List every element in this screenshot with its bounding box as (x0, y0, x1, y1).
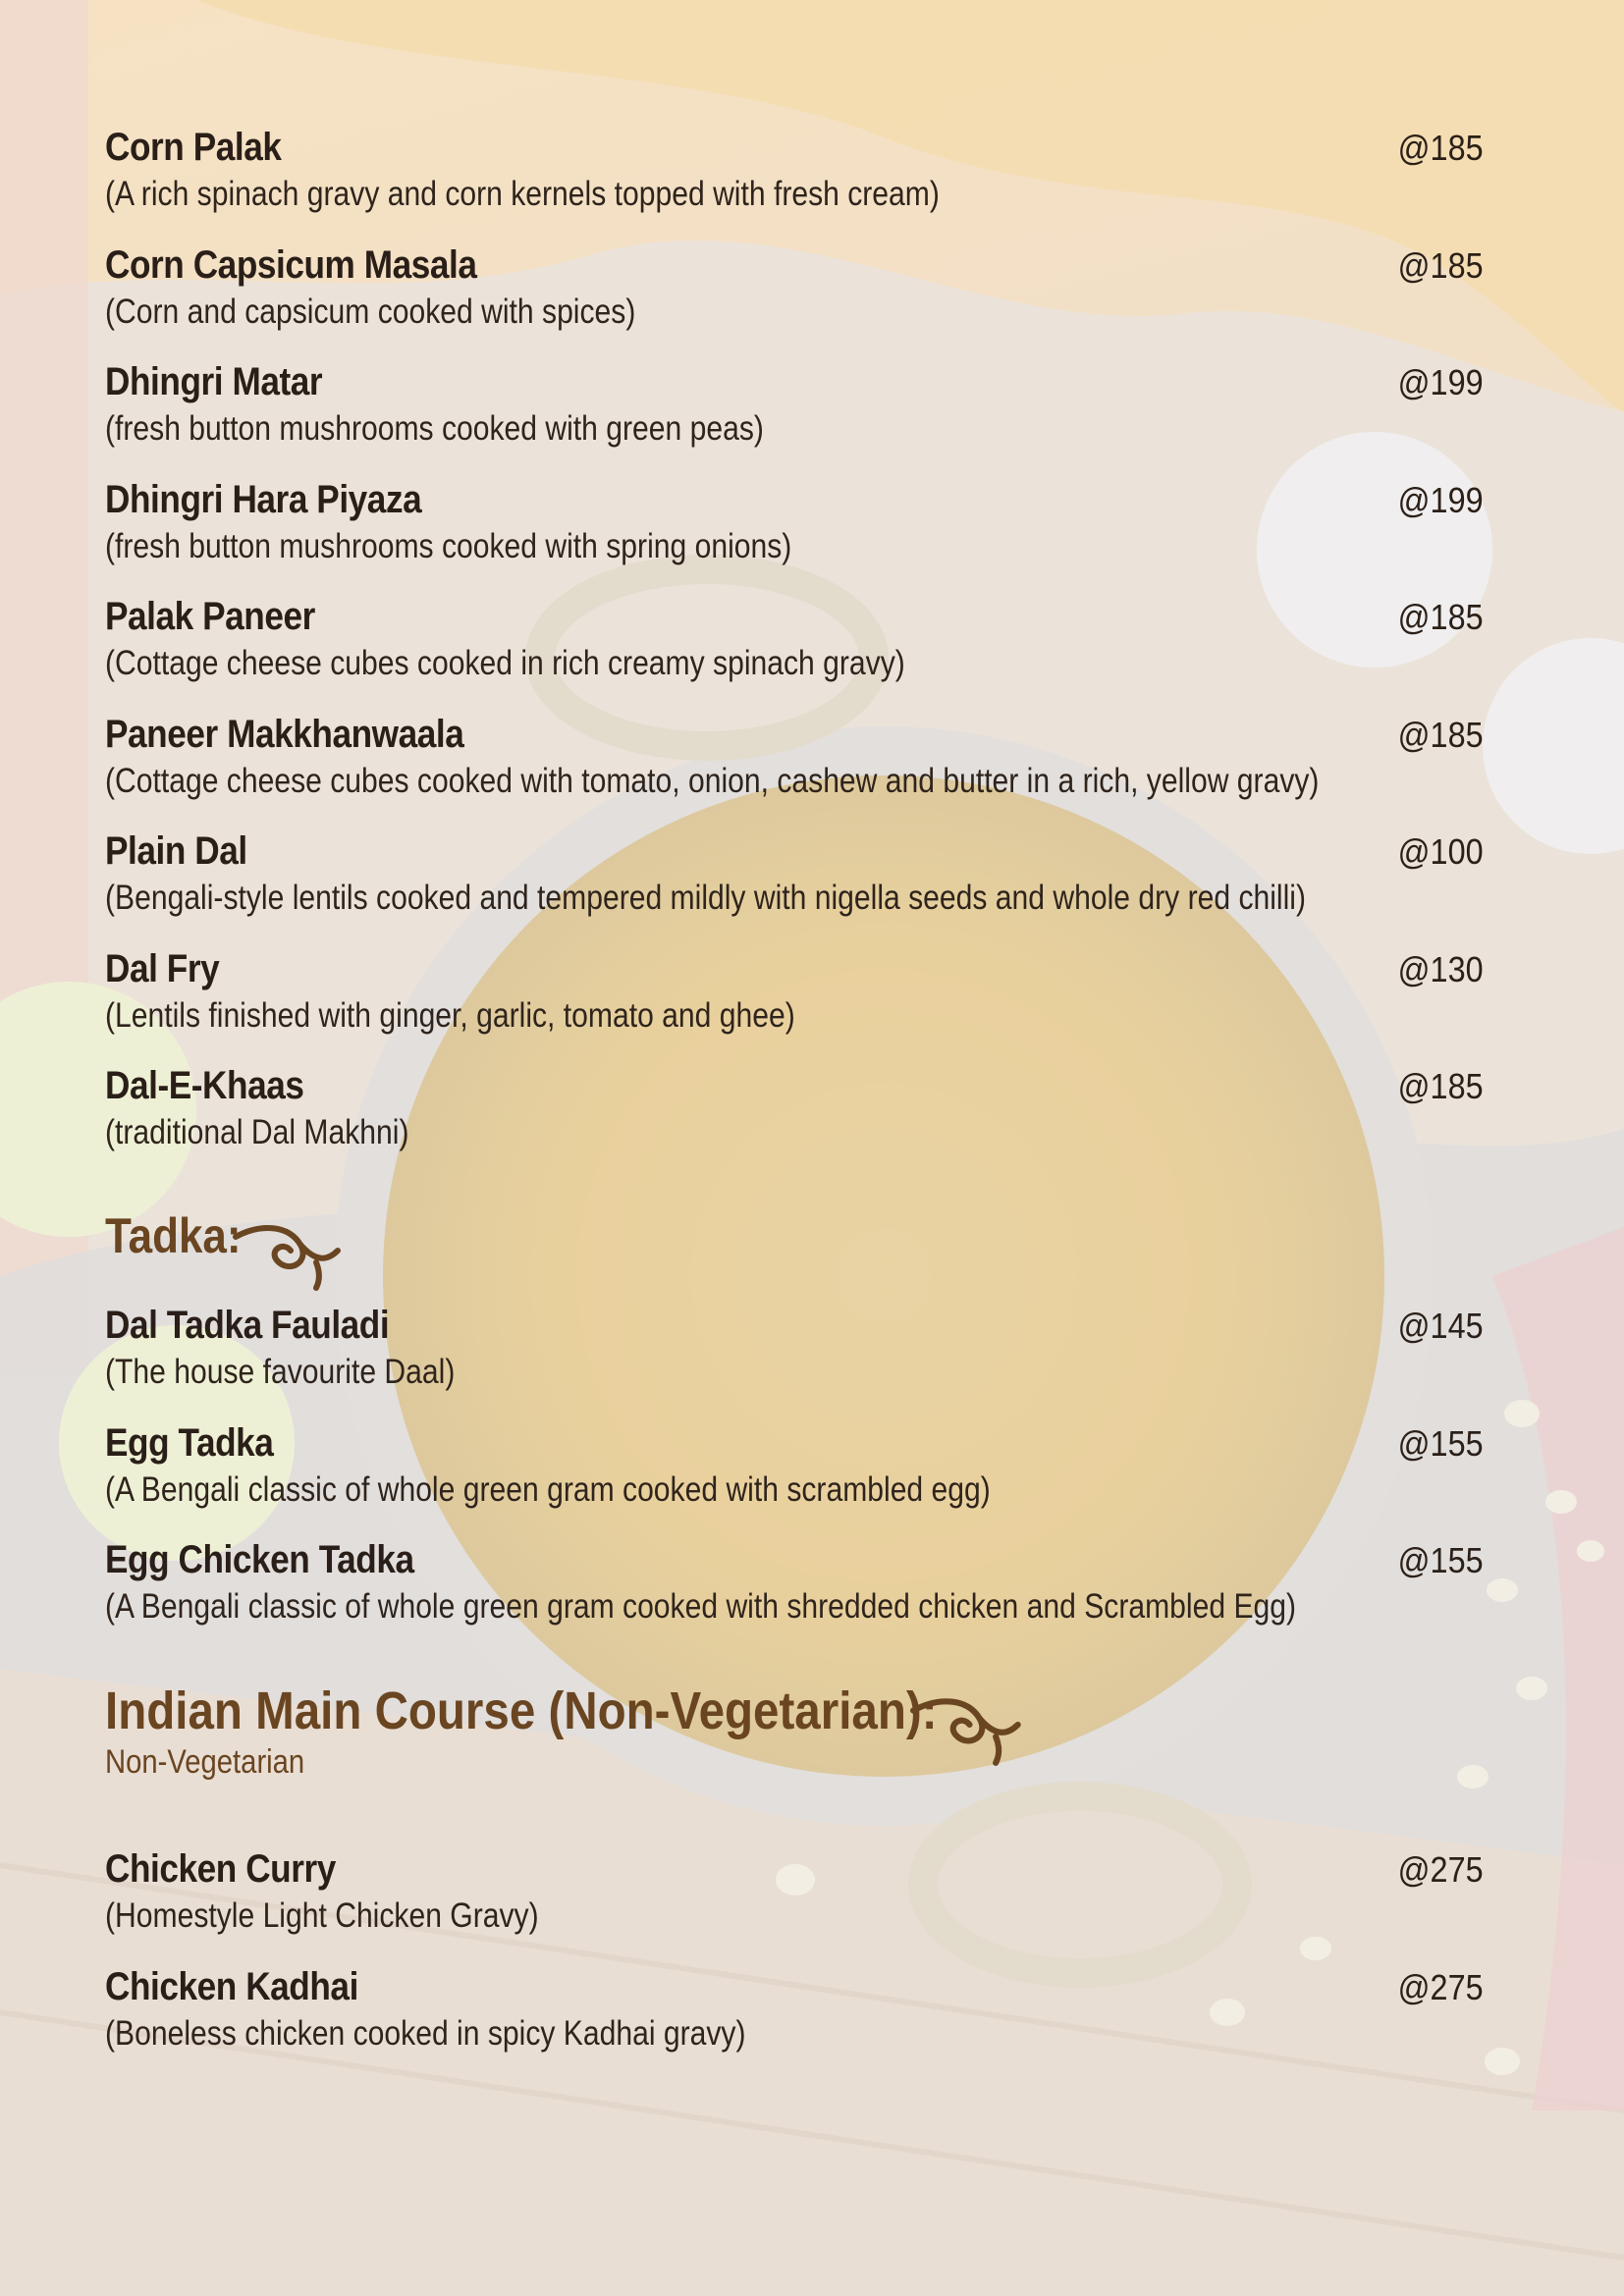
menu-item-name: Egg Chicken Tadka (105, 1538, 414, 1581)
menu-item-name: Dhingri Hara Piyaza (105, 477, 422, 521)
menu-item-price: @100 (1398, 831, 1484, 872)
menu-item-description: (Boneless chicken cooked in spicy Kadhai gravy) (105, 2013, 746, 2053)
menu-item (105, 829, 1484, 917)
nonveg-heading (105, 1681, 938, 1741)
menu-item-description: (The house favourite Daal) (105, 1353, 456, 1391)
menu-item-price: @199 (1398, 479, 1484, 520)
tadka-title: Tadka: (105, 1208, 242, 1263)
menu-item-row (105, 1304, 1484, 1391)
menu-item-price: @185 (1398, 714, 1484, 755)
menu-item-price: @145 (1398, 1306, 1484, 1346)
menu-item (105, 477, 1484, 565)
menu-item-row (105, 1847, 1484, 1935)
menu-item-row (105, 712, 1484, 800)
menu-item-row (105, 477, 1484, 565)
menu-item-price: @275 (1398, 1966, 1484, 2007)
menu-item-price: @130 (1398, 948, 1484, 989)
menu-item (105, 712, 1484, 800)
menu-item-description: (Bengali-style lentils cooked and tempered mildly with nigella seeds and whole dry red chilli) (105, 879, 1307, 917)
menu-item-description: (A rich spinach gravy and corn kernels topped with fresh cream) (105, 175, 940, 213)
menu-item-row (105, 242, 1484, 331)
nonveg-title: Indian Main Course (Non-Vegetarian): (105, 1682, 938, 1740)
menu-item-name: Egg Tadka (105, 1420, 274, 1465)
menu-item (105, 1964, 1484, 2053)
menu-item-name: Chicken Curry (105, 1847, 336, 1891)
menu-item-name: Dal-E-Khaas (105, 1064, 304, 1107)
nonveg-subtitle: Non-Vegetarian (105, 1743, 305, 1781)
menu-item-name: Chicken Kadhai (105, 1964, 358, 2008)
menu-item-price: @199 (1398, 362, 1484, 402)
menu-item-row (105, 595, 1484, 682)
menu-item-row (105, 1420, 1484, 1509)
menu-item-price: @185 (1398, 244, 1484, 286)
menu-item-name: Dhingri Matar (105, 360, 323, 403)
menu-item-description: (fresh button mushrooms cooked with green peas) (105, 409, 764, 448)
menu-item-name: Dal Fry (105, 946, 220, 990)
menu-item (105, 1538, 1484, 1626)
menu-item-price: @185 (1398, 128, 1484, 168)
menu-item-row (105, 360, 1484, 448)
menu-item (105, 360, 1484, 448)
menu-item (105, 242, 1484, 331)
menu-item (105, 946, 1484, 1035)
menu-item-row (105, 1538, 1484, 1626)
menu-item-name: Plain Dal (105, 829, 247, 873)
menu-item (105, 595, 1484, 682)
menu-item (105, 1064, 1484, 1151)
menu-item-price: @185 (1398, 1066, 1484, 1106)
menu-item-name: Corn Capsicum Masala (105, 242, 477, 287)
menu-item-price: @275 (1398, 1849, 1484, 1890)
menu-item-name: Dal Tadka Fauladi (105, 1304, 390, 1347)
menu-item-row (105, 1964, 1484, 2053)
menu-item-name: Palak Paneer (105, 595, 315, 638)
menu-item-description: (A Bengali classic of whole green gram cooked with scrambled egg) (105, 1469, 991, 1509)
menu-item-name: Corn Palak (105, 126, 282, 169)
menu-item-row (105, 126, 1484, 213)
menu-item-price: @185 (1398, 597, 1484, 637)
flourish-swirl-icon (232, 1215, 350, 1294)
menu-item-description: (Cottage cheese cubes cooked in rich creamy spinach gravy) (105, 644, 905, 682)
menu-item (105, 1304, 1484, 1391)
menu-item-price: @155 (1398, 1422, 1484, 1464)
menu-item-description: (Cottage cheese cubes cooked with tomato, onion, cashew and butter in a rich, yellow gravy) (105, 761, 1320, 800)
flourish-swirl-icon (908, 1688, 1031, 1769)
menu-item-row (105, 946, 1484, 1035)
menu-item-row (105, 829, 1484, 917)
menu-item (105, 1420, 1484, 1509)
menu-item-description: (Homestyle Light Chicken Gravy) (105, 1896, 539, 1935)
menu-item-row (105, 1064, 1484, 1151)
menu-item-description: (A Bengali classic of whole green gram cooked with shredded chicken and Scrambled Egg) (105, 1587, 1297, 1626)
menu-item (105, 1847, 1484, 1935)
menu-item-description: (traditional Dal Makhni) (105, 1113, 409, 1151)
menu-item-name: Paneer Makkhanwaala (105, 712, 464, 756)
menu-item-description: (Lentils finished with ginger, garlic, tomato and ghee) (105, 995, 795, 1035)
menu-item-price: @155 (1398, 1540, 1484, 1580)
menu-item-description: (Corn and capsicum cooked with spices) (105, 292, 636, 331)
menu-item (105, 126, 1484, 213)
menu-item-description: (fresh button mushrooms cooked with spring onions) (105, 526, 792, 565)
tadka-heading (105, 1207, 242, 1264)
